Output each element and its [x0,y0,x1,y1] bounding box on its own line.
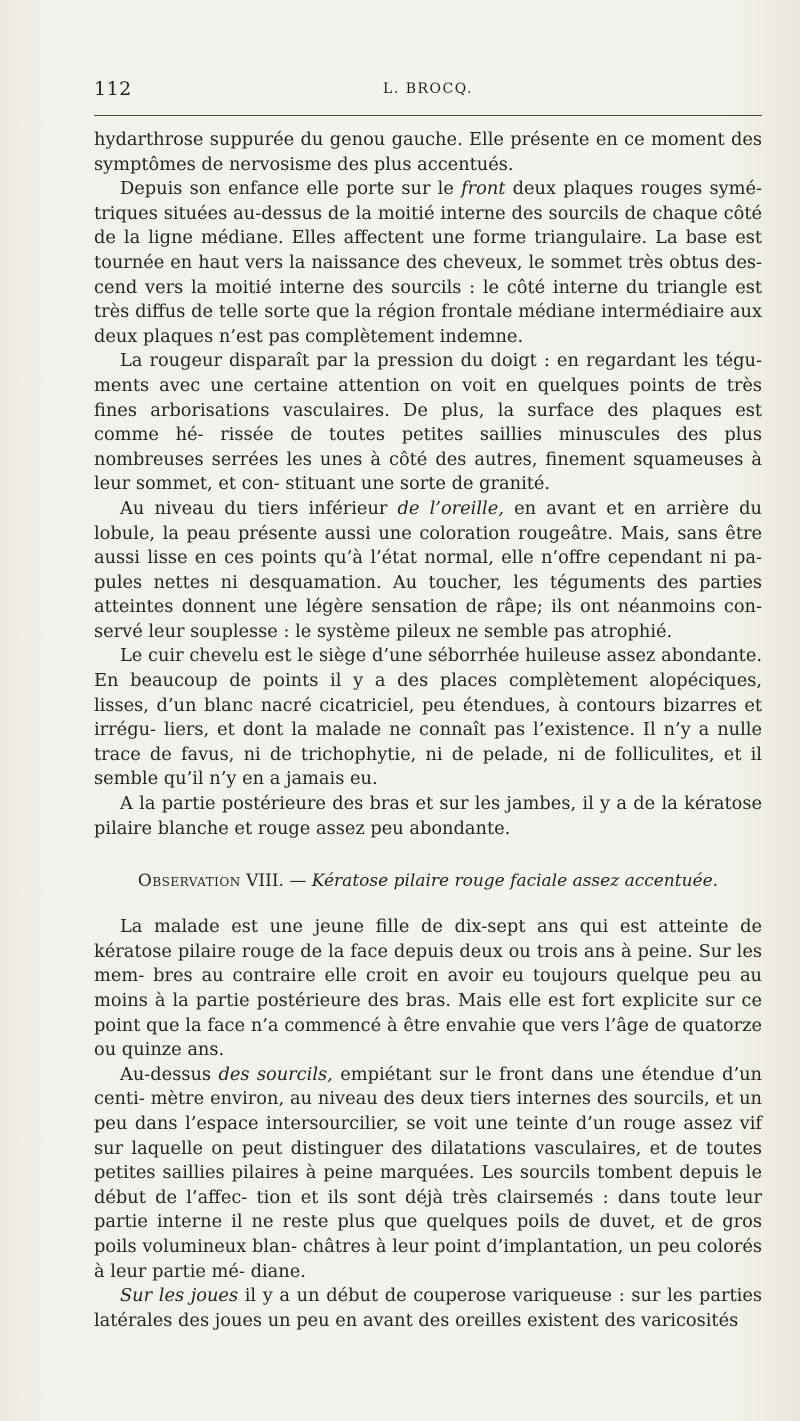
observation-label: Observation [137,871,241,892]
header-rule [94,115,762,116]
paragraph [94,1063,762,1284]
page-number: 112 [94,78,132,100]
text-run: empiétant sur le front dans une étendue d’un centi- mètre environ, au niveau des deux tiers internes des sourcils, et un peu dans l’espace intersourcilier, se voit une teinte d’un rouge assez vif sur laquelle on peut distinguer des dilatations vasculaires, et de toutes petites saillies pilaires à peine marquées. Les sourcils tombent depuis le début de l’affec- tion et ils sont déjà très clairsemés : dans toute leur partie interne il ne reste plus que quelques poils de duvet, et de gros poils volumineux blan- châtres à leur point d’implantation, un peu colorés à leur partie mé- diane. [94,1063,763,1282]
italic-text: front [461,178,506,200]
text-run: Au niveau du tiers inférieur [120,497,398,519]
paragraph: La malade est une jeune fille de dix-sept ans qui est atteinte de kératose pilaire rouge de la face depuis deux ou trois ans à peine. Sur les mem- bres au contraire elle croit en avoir eu toujours quelque peu au moins à la partie postérieure des bras. Mais elle est fort explicite sur ce point que la face n’a commencé à être envahie que vers l’âge de quatorze ou quinze ans. [94,916,762,1061]
running-head: L. BROCQ. [383,81,473,97]
observation-title: Kératose pilaire rouge faciale assez accentuée. [311,871,719,892]
paragraph: La rougeur disparaît par la pression du doigt : en regardant les tégu- ments avec une certaine attention on voit en quelques points de très fines arborisations vasculaires. De plus, la surface des plaques est comme hé- rissée de toutes petites saillies minuscules des plus nombreuses serrées les unes à côté des autres, finement squameuses à leur sommet, et con- stituant une sorte de granité. [94,350,762,495]
text-run: Au-dessus [120,1063,219,1085]
paragraph [94,1284,762,1333]
paragraph [94,177,762,349]
italic-text: Sur les joues [120,1285,239,1307]
paragraph: A la partie postérieure des bras et sur les jambes, il y a de la kératose pilaire blanche et rouge assez peu abondante. [94,793,762,839]
paragraph: hydarthrose suppurée du genou gauche. Elle présente en ce moment des symptômes de nervosisme des plus accentués. [94,129,762,175]
paragraph [94,497,762,645]
text-run: en avant et en arrière du lobule, la peau présente aussi une coloration rougeâtre. Mais, sans être aussi lisse en ces points qu’à l’état normal, elle n’offre cependant ni pa- pules nettes ni desquamation. Au toucher, les téguments des parties atteintes donnent une légère sensation de râpe; ils ont néanmoins con- servé leur souplesse : le système pileux ne semble pas atrophié. [94,497,762,642]
observation-number: VIII. [246,871,284,892]
page-header [94,78,762,102]
text-run: Depuis son enfance elle porte sur le [120,178,462,200]
text-run: il y a un début de couperose variqueuse : sur les parties latérales des joues un peu en avant des oreilles existent des varicosités [94,1285,763,1331]
text-run: deux plaques rouges symé- triques situées au-dessus de la moitié interne des sourcils de chaque côté de la ligne médiane. Elles affectent une forme triangulaire. La base est tournée en haut vers la naissance des cheveux, le sommet très obtus des- cend vers la moitié interne des sourcils : le côté interne du triangle est très diffus de telle sorte que la région frontale médiane intermédiaire aux deux plaques n’est pas complètement indemne. [94,178,763,347]
italic-text: de l’oreille, [397,497,504,519]
observation-dash: — [283,871,312,892]
observation-heading [94,869,762,893]
paragraph: Le cuir chevelu est le siège d’une séborrhée huileuse assez abondante. En beaucoup de points il y a des places complètement alopéciques, lisses, d’un blanc nacré cicatriciel, peu étendues, à contours bizarres et irrégu- liers, et dont la malade ne connaît pas l’existence. Il n’y a nulle trace de favus, ni de trichophytie, ni de pelade, ni de folliculites, et il semble qu’il n’y en a jamais eu. [94,645,762,790]
page-body [94,128,762,1333]
italic-text: des sourcils, [218,1063,333,1085]
